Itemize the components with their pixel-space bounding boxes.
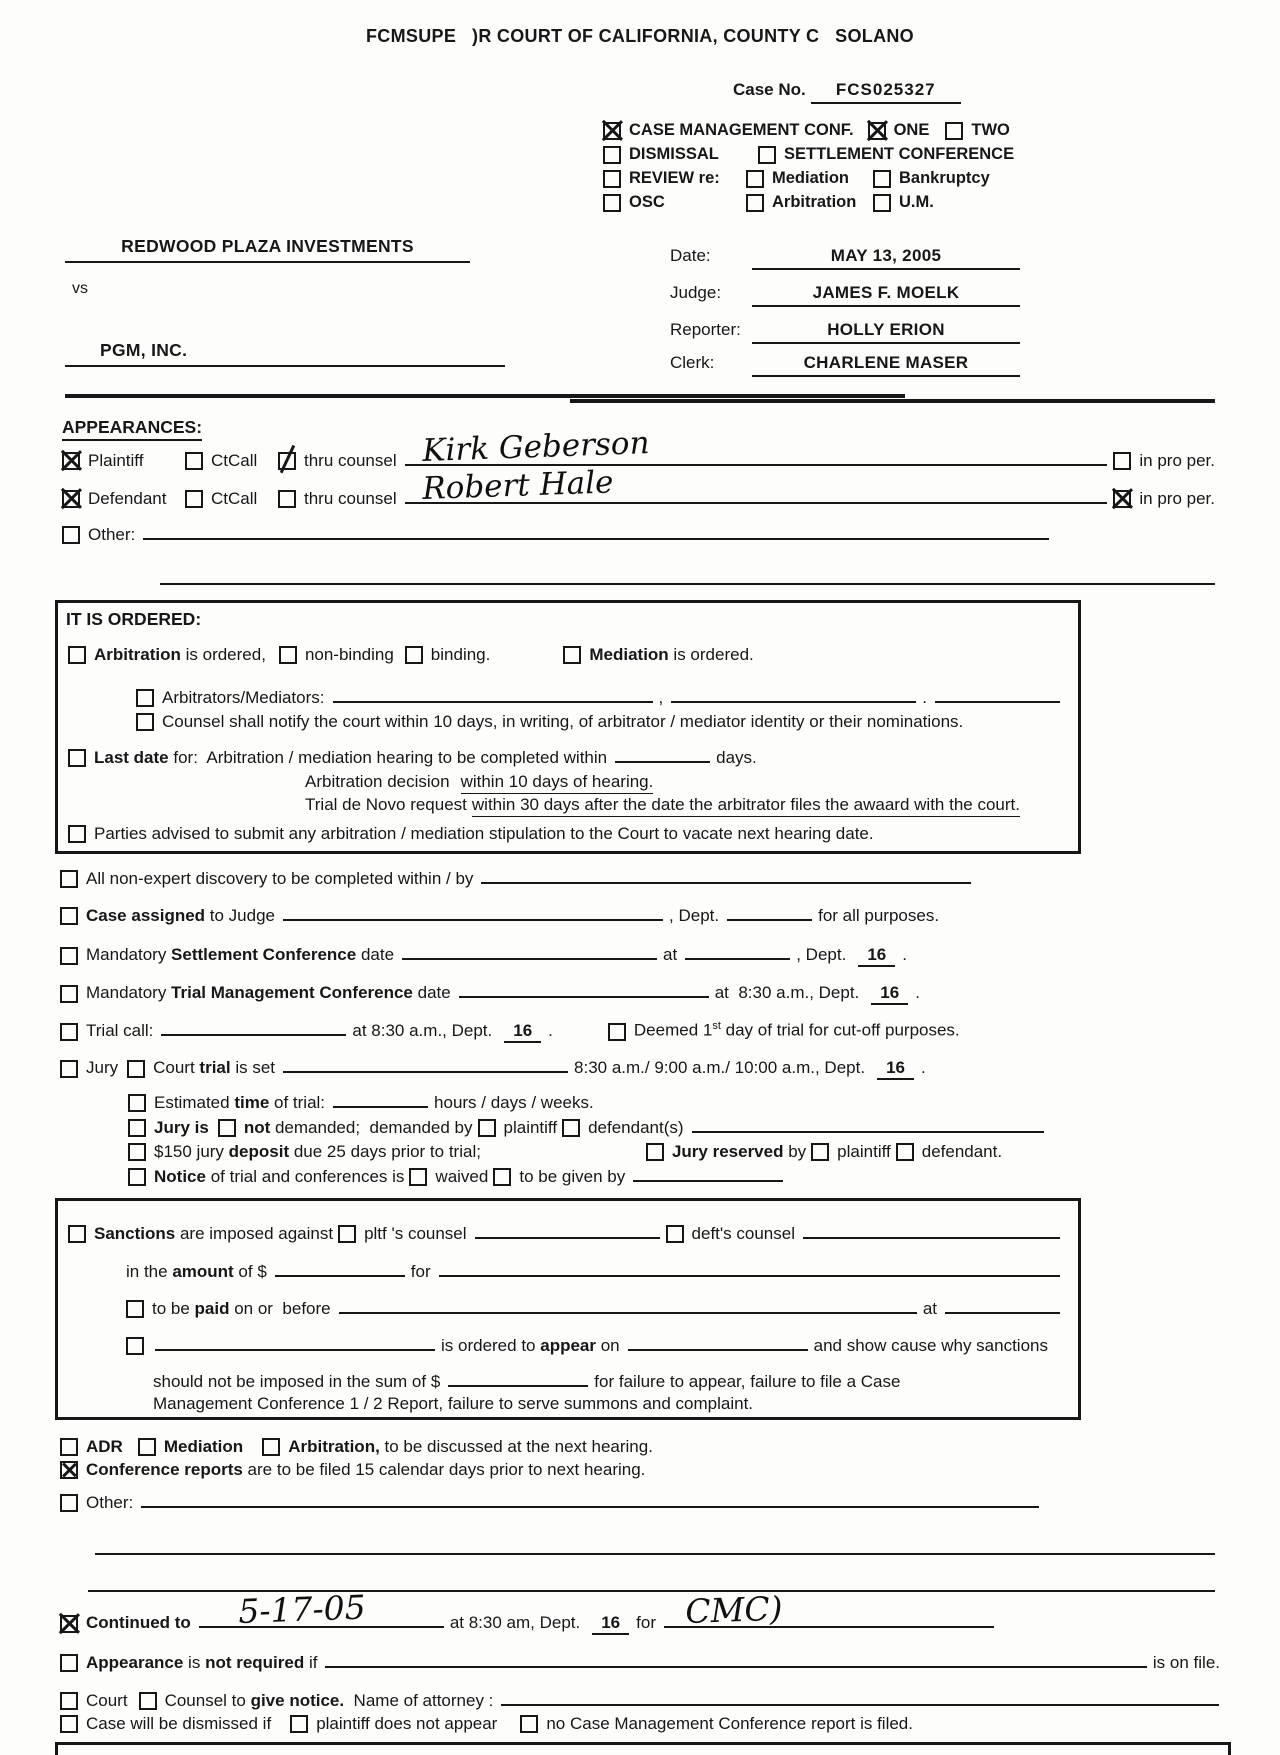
appearance-other-label: Other: [88, 525, 136, 544]
hearing-type-row-3 [603, 169, 990, 188]
not-demanded-checkbox[interactable] [218, 1119, 236, 1137]
date-value: MAY 13, 2005 [752, 246, 1020, 270]
settlement-conference-row [60, 944, 1225, 967]
parties-advised-label: Parties advised to submit any arbitration / mediation stipulation to the Court to vacate next hearing date. [94, 824, 874, 843]
defendant-counsel-name-field[interactable] [405, 464, 1108, 507]
given-by-checkbox[interactable] [493, 1168, 511, 1186]
comma-separator: , [658, 688, 664, 707]
notice-party-row [60, 1690, 1225, 1711]
continued-for-field[interactable] [664, 1588, 994, 1631]
adr-label: ADR [86, 1437, 123, 1456]
reserved-plaintiff-checkbox[interactable] [811, 1143, 829, 1161]
court-notice-checkbox[interactable] [60, 1692, 78, 1710]
mediation-checkbox[interactable] [746, 170, 764, 188]
footer-mediation-checkbox[interactable] [138, 1438, 156, 1456]
footer-other-checkbox[interactable] [60, 1494, 78, 1512]
reporter-row [670, 320, 1020, 344]
arbitrator-field-3[interactable] [935, 687, 1060, 703]
arbitrator-field-1[interactable] [333, 687, 653, 703]
defendant-ctcall-checkbox[interactable] [185, 490, 203, 508]
trial-dept-value: 16 [877, 1058, 914, 1080]
court-trial-label: Court trial is set [153, 1058, 276, 1077]
trial-call-dept-value: 16 [504, 1021, 541, 1043]
amount-label: in the amount of $ [126, 1262, 267, 1281]
deft-counsel-label: deft's counsel [691, 1224, 795, 1243]
waived-checkbox[interactable] [409, 1168, 427, 1186]
reporter-value: HOLLY ERION [752, 320, 1020, 344]
sanction-sum-row [153, 1371, 1066, 1392]
mediation-ordered-checkbox[interactable] [563, 646, 581, 664]
reserved-defendant-label: defendant. [921, 1142, 1003, 1161]
trial-de-novo-underlined: within 30 days after the date the arbitrator files the awaard with the court. [472, 795, 1020, 817]
paid-at-label: at [922, 1299, 937, 1318]
case-number-label: Case No. [733, 80, 806, 99]
ordered-heading: IT IS ORDERED: [66, 609, 202, 629]
defendant-thru-counsel-checkbox[interactable] [278, 490, 296, 508]
amount-field[interactable] [275, 1261, 405, 1277]
settlement-dept-label: , Dept. [796, 945, 847, 964]
jury-deposit-checkbox[interactable] [128, 1143, 146, 1161]
clerk-row [670, 353, 1020, 377]
court-title: FCMSUPE )R COURT OF CALIFORNIA, COUNTY C SOLANO [366, 26, 914, 46]
footer-other-label: Other: [86, 1493, 134, 1512]
two-label: TWO [971, 121, 1010, 139]
waived-label: waived [435, 1167, 489, 1186]
judge-row [670, 283, 1020, 307]
time-units-label: hours / days / weeks. [434, 1093, 594, 1112]
reporter-label: Reporter: [670, 320, 741, 339]
review-label: REVIEW re: [629, 169, 720, 187]
arbitration-ordered-checkbox[interactable] [68, 646, 86, 664]
plaintiff-name: REDWOOD PLAZA INVESTMENTS [65, 236, 470, 263]
conference-reports-row [60, 1460, 1225, 1480]
show-cause-label: and show cause why sanctions [813, 1336, 1048, 1355]
sanction-amount-row [126, 1261, 1066, 1282]
sum-label: should not be imposed in the sum of $ [153, 1372, 441, 1391]
defendant-appearance-row [62, 464, 1220, 509]
arbitration-ordered-label: Arbitration is ordered, [94, 645, 266, 664]
jury-demand-row [128, 1117, 1050, 1138]
case-assigned-row [60, 905, 1225, 926]
discovery-checkbox[interactable] [60, 870, 78, 888]
for-label: for [410, 1262, 431, 1281]
pltf-counsel-label: pltf 's counsel [364, 1224, 467, 1243]
counsel-notify-checkbox[interactable] [136, 713, 154, 731]
counsel-notice-checkbox[interactable] [139, 1692, 157, 1710]
dismissal-label: DISMISSAL [629, 145, 719, 163]
binding-checkbox[interactable] [405, 646, 423, 664]
reserved-plaintiff-label: plaintiff [837, 1142, 891, 1161]
discovery-label: All non-expert discovery to be completed within / by [86, 869, 474, 888]
blank-writing-line[interactable] [160, 583, 1215, 585]
dismissed-report-label: no Case Management Conference report is filed. [546, 1714, 913, 1733]
dismissed-plaintiff-label: plaintiff does not appear [316, 1714, 498, 1733]
settlement-at-label: at [663, 945, 678, 964]
counsel-notify-row [136, 712, 1066, 732]
appearance-not-required-row [60, 1652, 1225, 1673]
continued-dept-value: 16 [592, 1613, 629, 1635]
appearance-not-required-label: Appearance is not required if [86, 1653, 318, 1672]
sanctions-checkbox[interactable] [68, 1225, 86, 1243]
arbitrators-mediators-row [136, 687, 1066, 708]
um-checkbox[interactable] [873, 194, 891, 212]
continued-for-label: for [636, 1613, 656, 1632]
all-purposes-label: for all purposes. [818, 906, 940, 925]
for-field[interactable] [439, 1261, 1060, 1277]
days-label: days. [716, 748, 757, 767]
last-date-checkbox[interactable] [68, 749, 86, 767]
trial-call-period: . [548, 1021, 553, 1040]
arbitration-label: Arbitration [772, 193, 857, 211]
plaintiff-counsel-name-field[interactable] [405, 425, 1108, 469]
divider-bar [65, 394, 905, 398]
tmc-checkbox[interactable] [60, 985, 78, 1003]
arbitrator-field-2[interactable] [671, 687, 916, 703]
appear-name-field[interactable] [155, 1335, 435, 1351]
case-number-row [733, 80, 966, 104]
sanction-appear-row [126, 1335, 1066, 1356]
plaintiff-label: Plaintiff [88, 451, 144, 470]
mediation-ordered-label: Mediation is ordered. [589, 645, 754, 664]
footer-other-row [60, 1492, 1045, 1513]
notice-checkbox[interactable] [128, 1168, 146, 1186]
plaintiff-counsel-handwriting: Kirk Geberson [421, 425, 650, 469]
appearance-other-checkbox[interactable] [62, 526, 80, 544]
given-by-label: to be given by [519, 1167, 626, 1186]
divider-bar-2 [570, 399, 1215, 403]
appearances-heading: APPEARANCES: [62, 417, 202, 441]
last-date-row [68, 747, 1066, 768]
dismissed-report-checkbox[interactable] [520, 1715, 538, 1733]
dept-label: , Dept. [669, 906, 720, 925]
dismissed-plaintiff-checkbox[interactable] [290, 1715, 308, 1733]
appear-date-field[interactable] [628, 1335, 808, 1351]
settlement-period: . [902, 945, 907, 964]
reserved-defendant-checkbox[interactable] [896, 1143, 914, 1161]
blank-writing-line-2[interactable] [95, 1553, 1215, 1555]
dismissed-checkbox[interactable] [60, 1715, 78, 1733]
settlement-conference-checkbox[interactable] [758, 146, 776, 164]
plaintiff-propper-checkbox[interactable] [1113, 452, 1131, 470]
review-checkbox[interactable] [603, 170, 621, 188]
osc-label: OSC [629, 193, 665, 211]
demanded-label: not demanded; demanded by [243, 1118, 473, 1137]
trial-call-checkbox[interactable] [60, 1023, 78, 1041]
given-by-field[interactable] [633, 1166, 783, 1182]
arbitrators-mediators-label: Arbitrators/Mediators: [162, 688, 325, 707]
assigned-dept-field[interactable] [727, 905, 812, 921]
two-checkbox[interactable] [945, 122, 963, 140]
defendant-propper-label: in pro per. [1139, 489, 1215, 508]
hearing-type-row-1 [603, 121, 1010, 140]
jury-deposit-label: $150 jury deposit due 25 days prior to trial; [154, 1142, 481, 1161]
arbitration-decision-underlined: within 10 days of hearing. [461, 772, 654, 794]
clerk-label: Clerk: [670, 353, 715, 372]
continued-for-handwriting: CMC) [684, 1588, 784, 1631]
clerk-value: CHARLENE MASER [752, 353, 1020, 377]
appearance-not-required-checkbox[interactable] [60, 1654, 78, 1672]
jury-label: Jury [86, 1058, 119, 1077]
deft-counsel-field[interactable] [803, 1223, 1060, 1239]
bankruptcy-checkbox[interactable] [873, 170, 891, 188]
dismissal-warning-row [60, 1714, 1225, 1734]
plaintiff-checkbox[interactable] [62, 452, 80, 470]
settlement-date-checkbox[interactable] [60, 947, 78, 965]
settlement-date-field[interactable] [402, 944, 657, 960]
notice-of-trial-row [128, 1166, 1225, 1187]
sanctions-box [55, 1198, 1081, 1420]
tmc-label: Mandatory Trial Management Conference date [86, 983, 451, 1002]
assigned-judge-field[interactable] [283, 905, 663, 921]
pltf-counsel-checkbox[interactable] [338, 1225, 356, 1243]
deft-counsel-checkbox[interactable] [666, 1225, 684, 1243]
hearing-type-row-4 [603, 193, 934, 212]
estimated-time-row [128, 1092, 1225, 1113]
case-number-value: FCS025327 [811, 80, 961, 104]
trial-call-at-label: at 8:30 a.m., Dept. [352, 1021, 493, 1040]
plaintiff-thru-counsel-label: thru counsel [304, 451, 397, 470]
vs-label: vs [72, 280, 88, 297]
footer-mediation-label: Mediation [163, 1437, 244, 1456]
trial-period: . [920, 1058, 926, 1077]
pltf-counsel-field[interactable] [475, 1223, 660, 1239]
ordered-heading-row [66, 609, 1066, 630]
continued-checkbox[interactable] [60, 1615, 78, 1633]
case-management-conf-checkbox[interactable] [603, 122, 621, 140]
trial-de-novo-row [305, 795, 1066, 817]
settlement-time-field[interactable] [685, 944, 790, 960]
sanctions-row [68, 1223, 1066, 1244]
appear-label: is ordered to appear on [441, 1336, 620, 1355]
binding-label: binding. [430, 645, 491, 664]
plaintiff-ctcall-label: CtCall [211, 451, 258, 470]
arbitration-decision-row [305, 772, 1066, 794]
appearance-other-row [62, 524, 1055, 545]
non-binding-label: non-binding [304, 645, 394, 664]
paid-date-field[interactable] [339, 1298, 917, 1314]
parties-advised-row [68, 824, 1066, 844]
appearance-condition-field[interactable] [325, 1652, 1146, 1668]
footer-arbitration-label: Arbitration, to be discussed at the next hearing. [288, 1437, 653, 1456]
defendant-propper-checkbox[interactable] [1113, 490, 1131, 508]
discovery-row [60, 868, 1225, 889]
um-label: U.M. [899, 193, 934, 211]
demanded-by-field[interactable] [692, 1117, 1044, 1133]
case-assigned-checkbox[interactable] [60, 907, 78, 925]
defendant-checkbox[interactable] [62, 490, 80, 508]
sanctions-label: Sanctions are imposed against [94, 1224, 334, 1243]
one-label: ONE [893, 121, 930, 139]
jury-reserved-label: Jury reserved by [671, 1142, 807, 1161]
bankruptcy-label: Bankruptcy [899, 169, 990, 187]
court-trial-checkbox[interactable] [127, 1060, 145, 1078]
arbitration-ordered-row [68, 645, 1066, 665]
case-assigned-label: Case assigned to Judge [86, 906, 276, 925]
continued-at-label: at 8:30 am, Dept. [449, 1613, 581, 1632]
tmc-date-field[interactable] [459, 982, 709, 998]
estimated-time-checkbox[interactable] [128, 1094, 146, 1112]
paid-label: to be paid on or before [152, 1299, 331, 1318]
trial-call-row [60, 1020, 1225, 1043]
sum-field[interactable] [448, 1371, 588, 1387]
hearing-type-row-2 [603, 145, 1014, 164]
paid-at-field[interactable] [945, 1298, 1060, 1314]
jury-reserved-checkbox[interactable] [646, 1143, 664, 1161]
trial-times-label: 8:30 a.m./ 9:00 a.m./ 10:00 a.m., Dept. [574, 1058, 866, 1077]
mediation-label: Mediation [772, 169, 849, 187]
plaintiff-thru-counsel-checkbox[interactable] [278, 452, 296, 470]
osc-checkbox[interactable] [603, 194, 621, 212]
notice-label: Notice of trial and conferences is [154, 1167, 405, 1186]
sanction-paid-row [126, 1298, 1066, 1319]
conference-reports-checkbox[interactable] [60, 1461, 78, 1479]
trial-call-field[interactable] [161, 1020, 346, 1036]
last-date-days-field[interactable] [615, 747, 710, 763]
trial-management-conference-row [60, 982, 1225, 1005]
arbitration-checkbox[interactable] [746, 194, 764, 212]
continued-label: Continued to [86, 1613, 191, 1632]
arbitrators-mediators-checkbox[interactable] [136, 689, 154, 707]
jury-deposit-row [128, 1142, 1225, 1162]
conference-reports-label: Conference reports are to be filed 15 calendar days prior to next hearing. [86, 1460, 646, 1479]
tmc-period: . [915, 983, 920, 1002]
continued-to-row [60, 1587, 1225, 1635]
judge-label: Judge: [670, 283, 722, 302]
adr-checkbox[interactable] [60, 1438, 78, 1456]
one-checkbox[interactable] [868, 122, 886, 140]
plaintiff-ctcall-checkbox[interactable] [185, 452, 203, 470]
plaintiff-propper-label: in pro per. [1139, 451, 1215, 470]
defendant-label: Defendant [88, 489, 167, 508]
dismissed-label: Case will be dismissed if [86, 1714, 272, 1733]
court-notice-label: Court [86, 1691, 128, 1710]
tmc-at-label: at 8:30 a.m., Dept. [714, 983, 860, 1002]
defendant-name: PGM, INC. [65, 340, 505, 367]
demanded-plaintiff-checkbox[interactable] [478, 1119, 496, 1137]
mgmt-label: Management Conference 1 / 2 Report, failure to serve summons and complaint. [153, 1394, 754, 1413]
footer-arbitration-checkbox[interactable] [262, 1438, 280, 1456]
defendant-counsel-handwriting: Robert Hale [421, 464, 614, 507]
parties-advised-checkbox[interactable] [68, 825, 86, 843]
failure-label: for failure to appear, failure to file a Case [594, 1372, 901, 1391]
it-is-ordered-box [55, 600, 1081, 854]
demanded-plaintiff-label: plaintiff [503, 1118, 558, 1137]
period-separator: . [922, 688, 927, 707]
jury-court-trial-row [60, 1057, 1225, 1080]
paid-checkbox[interactable] [126, 1300, 144, 1318]
settlement-conference-label: SETTLEMENT CONFERENCE [784, 145, 1015, 163]
deemed-checkbox[interactable] [608, 1023, 626, 1041]
settlement-dept-value: 16 [858, 945, 895, 967]
discovery-field[interactable] [481, 868, 971, 884]
adr-row [60, 1437, 1225, 1457]
continued-date-field[interactable] [199, 1587, 444, 1631]
estimated-time-label: Estimated time of trial: [154, 1093, 326, 1112]
dismissal-checkbox[interactable] [603, 146, 621, 164]
sanction-mgmt-row [153, 1394, 1066, 1414]
defendant-thru-counsel-label: thru counsel [304, 489, 397, 508]
appear-checkbox[interactable] [126, 1337, 144, 1355]
defendant-ctcall-label: CtCall [211, 489, 258, 508]
give-notice-label: Counsel to give notice. Name of attorney : [164, 1691, 494, 1710]
on-file-label: is on file. [1152, 1653, 1220, 1672]
date-label: Date: [670, 246, 711, 265]
tmc-dept-value: 16 [871, 983, 908, 1005]
last-date-label: Last date for: Arbitration / mediation hearing to be completed within [94, 748, 608, 767]
arbitration-decision-label: Arbitration decision [305, 772, 450, 791]
jury-is-label: Jury is [154, 1118, 209, 1137]
estimated-time-field[interactable] [333, 1092, 428, 1108]
judge-value: JAMES F. MOELK [752, 283, 1020, 307]
appearance-other-field[interactable] [143, 524, 1049, 540]
jury-is-checkbox[interactable] [128, 1119, 146, 1137]
continued-date-handwriting: 5-17-05 [237, 1587, 367, 1631]
non-binding-checkbox[interactable] [279, 646, 297, 664]
attorney-name-field[interactable] [501, 1690, 1219, 1706]
trial-set-date-field[interactable] [283, 1057, 568, 1073]
trial-de-novo-label: Trial de Novo request [305, 795, 467, 814]
date-row [670, 246, 1020, 270]
settlement-date-label: Mandatory Settlement Conference date [86, 945, 395, 964]
footer-other-field[interactable] [141, 1492, 1039, 1508]
footer-box [55, 1742, 1231, 1755]
jury-trial-checkbox[interactable] [60, 1060, 78, 1078]
counsel-notify-label: Counsel shall notify the court within 10 days, in writing, of arbitrator / mediator identity or their nominations. [162, 712, 964, 731]
demanded-defendant-checkbox[interactable] [562, 1119, 580, 1137]
case-management-conf-label: CASE MANAGEMENT CONF. [629, 121, 854, 139]
demanded-defendant-label: defendant(s) [588, 1118, 684, 1137]
deemed-label: Deemed 1st day of trial for cut-off purposes. [633, 1020, 960, 1040]
trial-call-label: Trial call: [86, 1021, 154, 1040]
